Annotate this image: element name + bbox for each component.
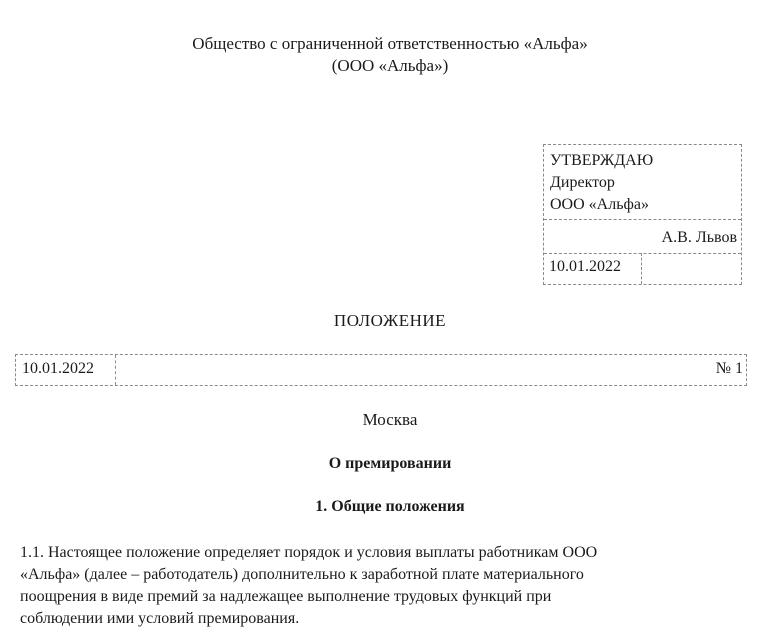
document-number: № 1 — [715, 360, 743, 377]
document-type: ПОЛОЖЕНИЕ — [333, 311, 447, 330]
paragraph-line: поощрения в виде премий за надлежащее выполнение трудовых функций при — [20, 588, 552, 605]
paragraph-line: 1.1. Настоящее положение определяет порядок и условия выплаты работникам ООО — [20, 544, 598, 561]
paragraph-1-1 — [20, 542, 740, 630]
organization-full-name: Общество с ограниченной ответственностью «Альфа» — [192, 34, 588, 53]
document-date: 10.01.2022 — [16, 355, 116, 385]
approval-heading — [544, 145, 741, 220]
paragraph-line: соблюдении ими условий премирования. — [20, 610, 300, 627]
paragraph-line: «Альфа» (далее – работодатель) дополнительно к заработной плате материального — [20, 566, 584, 583]
approval-organization: ООО «Альфа» — [550, 196, 649, 213]
section-title: 1. Общие положения — [315, 498, 465, 515]
approval-position: Директор — [550, 174, 615, 191]
approval-block — [543, 144, 742, 285]
approval-signatory: А.В. Львов — [661, 229, 737, 246]
document-city: Москва — [362, 410, 418, 429]
document-date-number-row — [15, 354, 747, 386]
approval-title: УТВЕРЖДАЮ — [550, 152, 654, 169]
organization-short-name: (ООО «Альфа») — [331, 56, 449, 75]
document-subject: О премировании — [328, 455, 452, 472]
approval-date: 10.01.2022 — [544, 253, 642, 284]
